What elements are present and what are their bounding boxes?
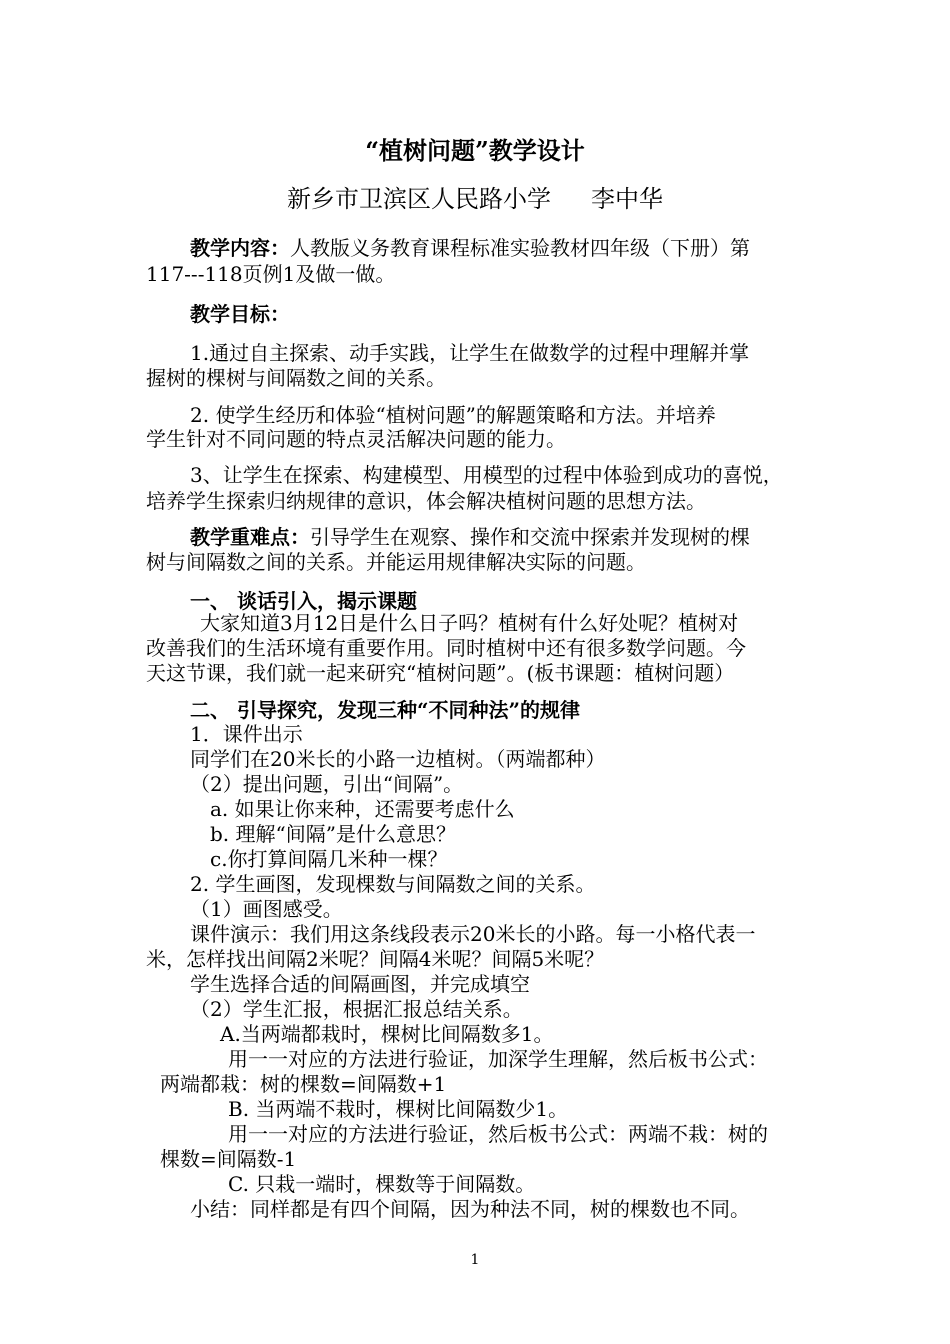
section-1-heading: 一、 谈话引入，揭示课题 [190,589,417,613]
section-2-line-6: c.你打算间隔几米种一棵？ [210,847,448,871]
content-line-2: 117---118页例1及做一做。 [146,262,396,286]
author-name: 李中华 [591,185,663,213]
section-1-line-3: 天这节课，我们就一起来研究“植树问题”。(板书课题：植树问题） [146,661,735,685]
section-2-line-7: 2. 学生画图，发现棵数与间隔数之间的关系。 [190,872,596,896]
section-2-line-20: 小结：同样都是有四个间隔，因为种法不同，树的棵数也不同。 [190,1197,750,1221]
key-points-line-2: 树与间隔数之间的关系。并能运用规律解决实际的问题。 [146,550,646,574]
key-points-label: 教学重难点： [190,525,310,549]
section-2-line-17: 用一一对应的方法进行验证，然后板书公式：两端不栽：树的 [228,1122,768,1146]
section-2-heading: 二、 引导探究，发现三种“不同种法”的规律 [190,698,580,722]
page-number: 1 [470,1252,480,1268]
author-school: 新乡市卫滨区人民路小学 [287,185,551,213]
section-2-line-19: C. 只栽一端时，棵数等于间隔数。 [228,1172,536,1196]
goal-3-line-2: 培养学生探索归纳规律的意识，体会解决植树问题的思想方法。 [146,489,706,513]
section-1-line-1: 大家知道3月12日是什么日子吗？植树有什么好处呢？植树对 [200,611,739,635]
key-points-text: 引导学生在观察、操作和交流中探索并发现树的棵 [310,525,750,549]
section-2-line-3: （2）提出问题，引出“间隔”。 [190,772,464,796]
section-2-line-16: B. 当两端不栽时，棵树比间隔数少1。 [228,1097,569,1121]
section-2-line-11: 学生选择合适的间隔画图，并完成填空 [190,972,530,996]
section-2-line-4: a. 如果让你来种，还需要考虑什么 [210,797,515,821]
content-text: 人教版义务教育课程标准实验教材四年级（下册）第 [290,236,750,260]
section-2-line-12: （2）学生汇报，根据汇报总结关系。 [190,997,523,1021]
goal-1-line-1: 1.通过自主探索、动手实践，让学生在做数学的过程中理解并掌 [190,341,750,365]
section-2-line-15: 两端都栽：树的棵数=间隔数+1 [160,1072,447,1096]
section-2-line-1: 1．课件出示 [190,722,303,746]
goal-1-line-2: 握树的棵树与间隔数之间的关系。 [146,366,446,390]
section-2-line-2: 同学们在20米长的小路一边植树。（两端都种） [190,747,606,771]
goal-2-line-2: 学生针对不同问题的特点灵活解决问题的能力。 [146,427,566,451]
goals-heading: 教学目标： [190,302,290,326]
goal-3-line-1: 3、让学生在探索、构建模型、用模型的过程中体验到成功的喜悦， [190,463,783,487]
content-label: 教学内容： [190,236,290,260]
section-2-line-9: 课件演示：我们用这条线段表示20米长的小路。每一小格代表一 [190,922,756,946]
section-2-line-13: A.当两端都栽时，棵树比间隔数多1。 [220,1022,554,1046]
content-line-1 [190,236,750,260]
section-2-line-14: 用一一对应的方法进行验证，加深学生理解，然后板书公式： [228,1047,768,1071]
author-line [0,184,950,214]
goal-2-line-1: 2. 使学生经历和体验“植树问题”的解题策略和方法。并培养 [190,403,716,427]
document-title: “植树问题”教学设计 [365,136,585,165]
key-points-line-1 [190,525,750,549]
section-2-line-18: 棵数=间隔数-1 [160,1147,297,1171]
section-1-line-2: 改善我们的生活环境有重要作用。同时植树中还有很多数学问题。今 [146,636,746,660]
section-2-line-8: （1）画图感受。 [190,897,343,921]
section-2-line-5: b. 理解“间隔”是什么意思？ [210,822,456,846]
section-2-line-10: 米，怎样找出间隔2米呢？间隔4米呢？间隔5米呢？ [146,947,605,971]
